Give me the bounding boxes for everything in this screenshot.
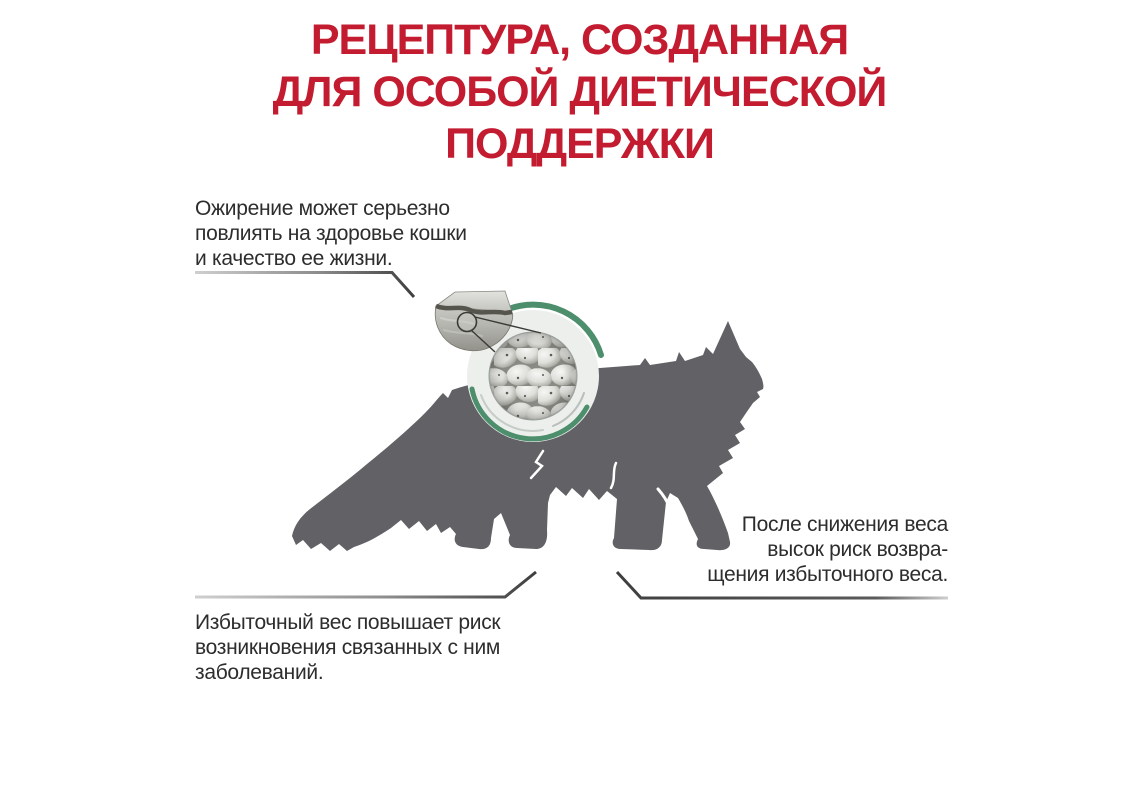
lens-origin-circle xyxy=(458,313,477,332)
magnifier-rim xyxy=(489,332,577,420)
callout-obesity xyxy=(195,196,467,271)
callout-obesity-line-1: Ожирение может серьезно xyxy=(195,197,450,220)
callout-disease-line-1: Избыточный вес повышает риск xyxy=(195,611,501,634)
callout-obesity-line-3: и качество ее жизни. xyxy=(195,247,393,270)
callout-regain-line-3: щения избыточного веса. xyxy=(707,563,948,586)
title-line-2: ДЛЯ ОСОБОЙ ДИЕТИЧЕСКОЙ xyxy=(272,68,887,116)
callout-regain-line-1: После снижения веса xyxy=(741,513,948,536)
callout-weight-regain xyxy=(628,512,948,587)
callout-disease-line-2: возникновения связанных с ним xyxy=(195,636,501,659)
callout-obesity-line-2: повлиять на здоровье кошки xyxy=(195,222,467,245)
callout-disease-risk xyxy=(195,610,500,685)
leader-line-disease xyxy=(195,572,536,597)
title-line-3: ПОДДЕРЖКИ xyxy=(445,120,714,168)
leader-line-obesity xyxy=(195,273,414,298)
callout-disease-line-3: заболеваний. xyxy=(195,661,324,684)
callout-regain-line-2: высок риск возвра- xyxy=(767,538,948,561)
title-line-1: РЕЦЕПТУРА, СОЗДАННАЯ xyxy=(310,16,849,64)
